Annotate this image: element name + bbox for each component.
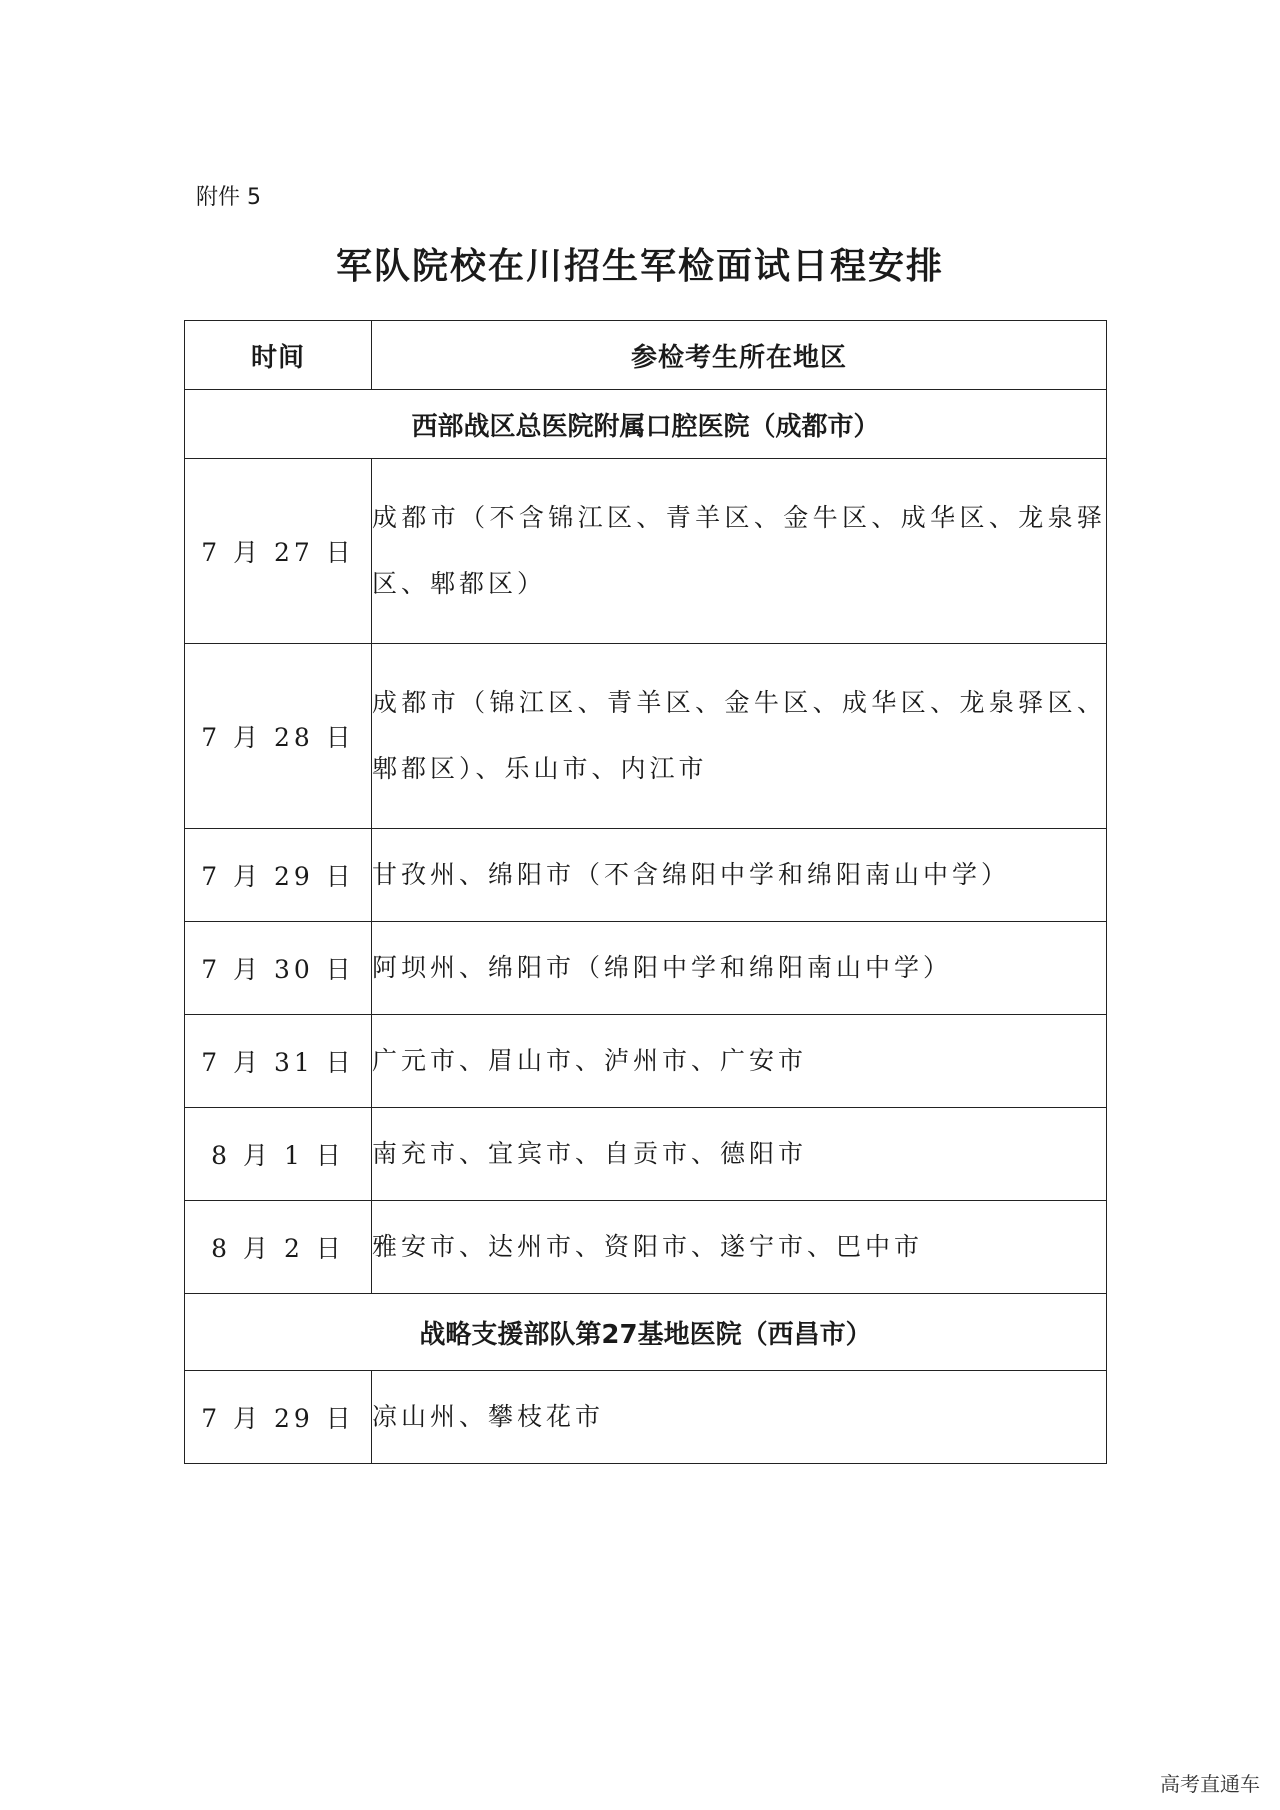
header-date: 时间 — [185, 321, 372, 390]
row-date: 7 月 29 日 — [185, 829, 372, 922]
section-title: 战略支援部队第27基地医院（西昌市） — [185, 1294, 1107, 1371]
table-row — [185, 1371, 1107, 1464]
header-region: 参检考生所在地区 — [372, 321, 1107, 390]
table-row — [185, 1108, 1107, 1201]
row-date: 7 月 30 日 — [185, 922, 372, 1015]
row-region: 南充市、宜宾市、自贡市、德阳市 — [372, 1108, 1107, 1201]
section-row — [185, 1294, 1107, 1371]
table-row — [185, 829, 1107, 922]
schedule-table — [184, 320, 1107, 1464]
table-row — [185, 1015, 1107, 1108]
watermark: 高考直通车 — [1160, 1772, 1260, 1796]
row-date: 7 月 27 日 — [185, 459, 372, 644]
row-region: 甘孜州、绵阳市（不含绵阳中学和绵阳南山中学） — [372, 829, 1107, 922]
attachment-label: 附件 5 — [196, 185, 261, 210]
row-region: 广元市、眉山市、泸州市、广安市 — [372, 1015, 1107, 1108]
row-region: 成都市（不含锦江区、青羊区、金牛区、成华区、龙泉驿区、郫都区） — [372, 459, 1107, 644]
row-date: 7 月 31 日 — [185, 1015, 372, 1108]
row-region: 成都市（锦江区、青羊区、金牛区、成华区、龙泉驿区、郫都区）、乐山市、内江市 — [372, 644, 1107, 829]
table-row — [185, 459, 1107, 644]
row-date: 7 月 29 日 — [185, 1371, 372, 1464]
section-title: 西部战区总医院附属口腔医院（成都市） — [185, 390, 1107, 459]
table-header-row — [185, 321, 1107, 390]
row-region: 凉山州、攀枝花市 — [372, 1371, 1107, 1464]
table-row — [185, 1201, 1107, 1294]
row-date: 7 月 28 日 — [185, 644, 372, 829]
table-row — [185, 644, 1107, 829]
row-region: 雅安市、达州市、资阳市、遂宁市、巴中市 — [372, 1201, 1107, 1294]
table-row — [185, 922, 1107, 1015]
row-region: 阿坝州、绵阳市（绵阳中学和绵阳南山中学） — [372, 922, 1107, 1015]
section-row — [185, 390, 1107, 459]
row-date: 8 月 2 日 — [185, 1201, 372, 1294]
document-title: 军队院校在川招生军检面试日程安排 — [335, 246, 944, 287]
row-date: 8 月 1 日 — [185, 1108, 372, 1201]
